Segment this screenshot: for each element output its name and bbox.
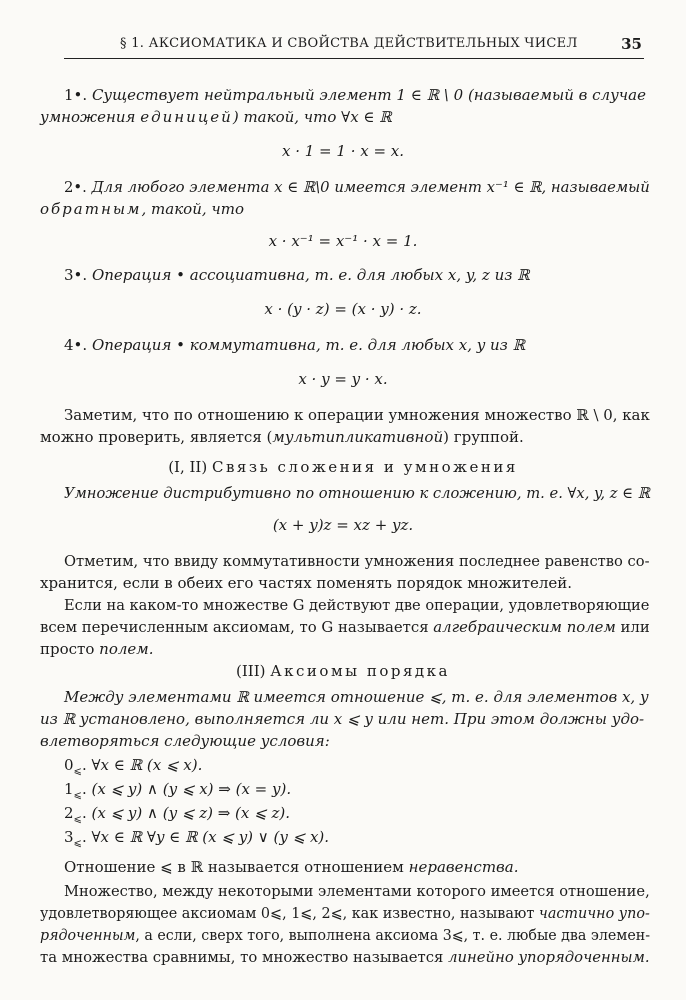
axiom-number: $1_⩽$. [64,780,87,801]
axiom-number: 2•. [64,178,87,196]
section-title: Связь сложения и умножения [212,458,518,476]
partial-order-line2 [40,902,650,924]
text: или [620,618,650,636]
text: можно проверить, является ( [40,428,273,446]
axiom-digit: 3 [64,828,74,846]
partial-order-line3 [40,924,650,946]
axiom-text: ) такой, что ∀x ∈ ℝ [232,108,392,126]
section-label: (I, II) [168,458,208,476]
formula-commutative: x · y = y · x. [298,370,388,388]
section-label: (III) [236,662,266,680]
axiom-subscript: ⩽ [73,814,82,825]
field-def-line2 [40,616,650,638]
axiom-formula: ∀x ∈ ℝ (x ⩽ x). [91,756,203,774]
remark-comm-line2: хранится, если в обеих его частях поменять порядок множителей. [40,574,573,592]
term-inverse: обратным [40,200,142,218]
axiom-formula: (x ⩽ y) ∧ (y ⩽ x) ⇒ (x = y). [91,780,292,798]
axiom-2-line2 [40,198,244,220]
text: , а если, сверх того, выполнена аксиома 3⩽, т. е. любые два элемен- [135,926,651,944]
axiom-subscript: ⩽ [73,790,82,801]
text: удовлетворяющее аксиомам 0⩽, 1⩽, 2⩽, как известно, называют [40,904,535,922]
axiom-3-line1 [64,264,530,286]
text: та множества сравнимы, то множество называется [40,948,444,966]
order-intro-line2: из ℝ установлено, выполняется ли x ⩽ y или нет. При этом должны удо- [40,710,645,728]
text: Отношение ⩽ в ℝ называется отношением [64,858,404,876]
term-inequality: неравенства. [408,858,519,876]
formula-unit: x · 1 = 1 · x = x. [281,142,405,160]
axiom-text: Операция • ассоциативна, т. е. для любых x, y, z из ℝ [91,266,530,284]
order-axiom-3 [64,826,329,855]
formula-distributive: (x + y)z = xz + yz. [272,516,414,534]
axiom-2-line1 [64,176,650,198]
axiom-formula: ∀x ∈ ℝ ∀y ∈ ℝ (x ⩽ y) ∨ (y ⩽ x). [91,828,330,846]
term-algebraic-field: алгебраическим полем [433,618,616,636]
axiom-subscript: ⩽ [73,766,82,777]
term-partial: частично упо- [538,904,650,922]
term-ordered: рядоченным [40,926,136,944]
axiom-subscript: ⩽ [73,838,82,849]
axiom-number: 3•. [64,266,88,284]
formula-inverse: x · x⁻¹ = x⁻¹ · x = 1. [268,232,418,250]
order-intro-line3: влетворяться следующие условия: [40,732,330,750]
axiom-text: Операция • коммутативна, т. е. для любых x, y из ℝ [91,336,526,354]
section-title: Аксиомы порядка [270,662,450,680]
axiom-number: $2_⩽$. [64,804,87,825]
axiom-number: $0_⩽$. [64,756,87,777]
section-heading-order [40,660,646,682]
axiom-text: умножения [40,108,136,126]
remark-comm-line1: Отметим, что ввиду коммутативности умножения последнее равенство со- [64,552,650,570]
axiom-text: Для любого элемента x ∈ ℝ\0 имеется элемент x⁻¹ ∈ ℝ, называемый [91,178,650,196]
text: ) группой. [443,428,524,446]
axiom-1-line2 [40,106,392,128]
text: всем перечисленным аксиомам, то G называется [40,618,429,636]
term-linear-order: линейно упорядоченным. [448,948,650,966]
order-intro-line1: Между элементами ℝ имеется отношение ⩽, т. е. для элементов x, y [64,688,649,706]
axiom-text: , такой, что [141,200,244,218]
field-def-line1: Если на каком-то множестве G действуют две операции, удовлетворяющие [64,596,650,614]
term-field: полем. [99,640,154,658]
axiom-number: 4•. [64,336,88,354]
partial-order-line1: Множество, между некоторыми элементами которого имеется отношение, [64,882,650,900]
term-unit: единицей [140,108,233,126]
formula-associative: x · (y · z) = (x · y) · z. [264,300,422,318]
remark-group-line2 [40,426,524,448]
axiom-1-line1 [64,84,646,106]
running-header [64,36,644,59]
relation-def [64,856,518,878]
axiom-number: $3_⩽$. [64,828,87,849]
axiom-text: Существует нейтральный элемент 1 ∈ ℝ \ 0 (называемый в случае [91,86,646,104]
remark-group-line1: Заметим, что по отношению к операции умножения множество ℝ \ 0, как [64,406,650,424]
axiom-digit: 1 [64,780,74,798]
page-number: 35 [621,35,642,53]
term-multiplicative: мультипликативной [272,428,444,446]
axiom-number: 1•. [64,86,88,104]
header-title: § 1. АКСИОМАТИКА И СВОЙСТВА ДЕЙСТВИТЕЛЬНЫХ ЧИСЕЛ [120,36,578,51]
distributive-statement: Умножение дистрибутивно по отношению к сложению, т. е. ∀x, y, z ∈ ℝ [64,484,650,502]
axiom-4-line1 [64,334,525,356]
text: просто [40,640,95,658]
partial-order-line4 [40,946,650,968]
axiom-digit: 0 [64,756,74,774]
axiom-formula: (x ⩽ y) ∧ (y ⩽ z) ⇒ (x ⩽ z). [91,804,290,822]
axiom-digit: 2 [64,804,74,822]
field-def-line3 [40,638,153,660]
section-heading-link [40,456,646,478]
